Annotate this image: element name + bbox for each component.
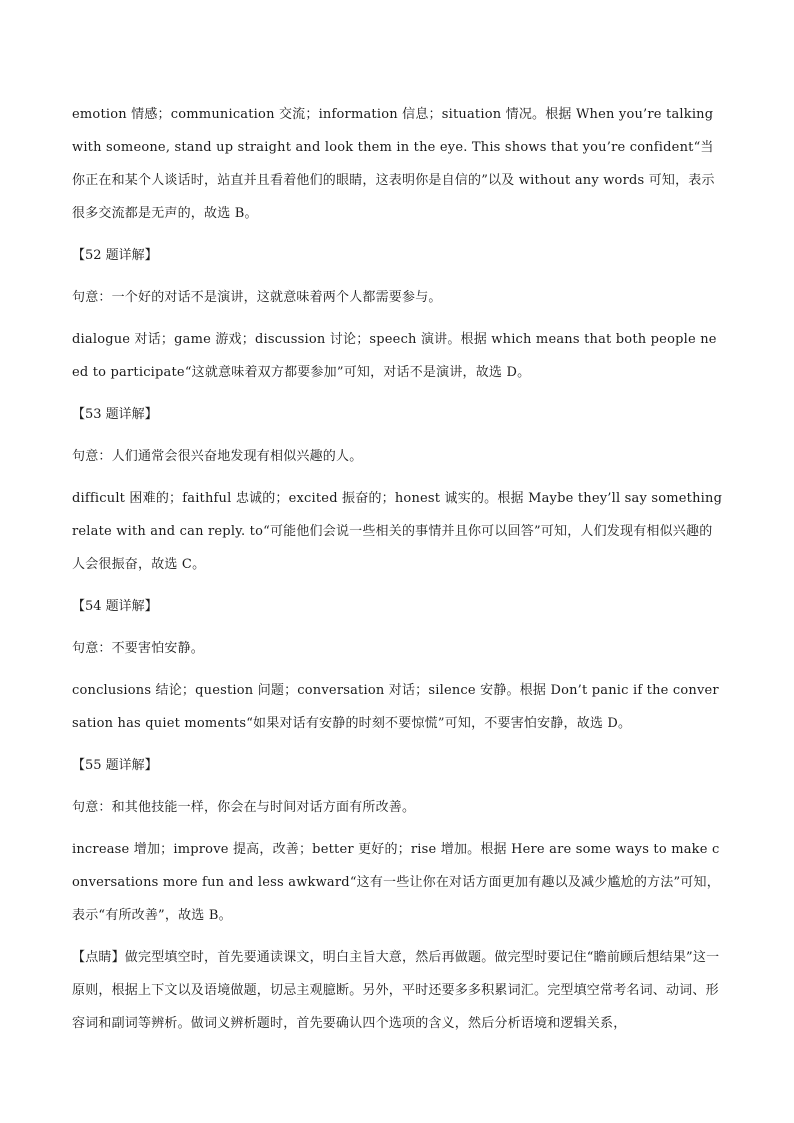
paragraph-54-analysis: conclusions 结论；question 问题；conversation 对话；silence 安静。根据 Don’t panic if the conversation has quiet moments“如果对话有安静的时刻不要惊慌”可知，不要害怕安静，故选 D。 — [72, 683, 719, 731]
document-body — [72, 98, 724, 1040]
paragraph-51-analysis: emotion 情感；communication 交流；information 信息；situation 情况。根据 When you’re talking with someone, stand up straight and look them in the eye. This shows that you’re confident“当你正在和某个人谈话时，站直并且看着他们的眼睛，这表明你是自信的”以及 without any words 可知，表示很多交流都是无声的，故选 B。 — [72, 107, 715, 221]
paragraph-52-meaning: 句意：一个好的对话不是演讲，这就意味着两个人都需要参与。 — [72, 290, 442, 305]
paragraph-tips: 【点睛】做完型填空时，首先要通读课文，明白主旨大意，然后再做题。做完型时要记住“瞻前顾后想结果”这一原则，根据上下文以及语境做题，切忌主观臆断。另外，平时还要多多积累词汇。完型填空常考名词、动词、形容词和副词等辨析。做词义辨析题时，首先要确认四个选项的含义，然后分析语境和逻辑关系， — [72, 950, 720, 1031]
heading-54: 【54 题详解】 — [72, 599, 158, 614]
paragraph-53-meaning: 句意：人们通常会很兴奋地发现有相似兴趣的人。 — [72, 449, 363, 464]
paragraph-52-analysis: dialogue 对话；game 游戏；discussion 讨论；speech 演讲。根据 which means that both people need to participate“这就意味着双方都要参加”可知，对话不是演讲，故选 D。 — [72, 332, 717, 380]
paragraph-55-meaning: 句意：和其他技能一样，你会在与时间对话方面有所改善。 — [72, 800, 416, 815]
heading-52: 【52 题详解】 — [72, 248, 158, 263]
heading-53: 【53 题详解】 — [72, 407, 158, 422]
heading-55: 【55 题详解】 — [72, 758, 158, 773]
paragraph-53-analysis: difficult 困难的；faithful 忠诚的；excited 振奋的；honest 诚实的。根据 Maybe they’ll say something relate with and can reply. to“可能他们会说一些相关的事情并且你可以回答”可知，人们发现有相似兴趣的人会很振奋，故选 C。 — [72, 491, 723, 572]
paragraph-55-analysis: increase 增加；improve 提高，改善；better 更好的；rise 增加。根据 Here are some ways to make conversations more fun and less awkward“这有一些让你在对话方面更加有趣以及减少尴尬的方法”可知，表示“有所改善”，故选 B。 — [72, 842, 720, 923]
paragraph-54-meaning: 句意：不要害怕安静。 — [72, 641, 205, 656]
